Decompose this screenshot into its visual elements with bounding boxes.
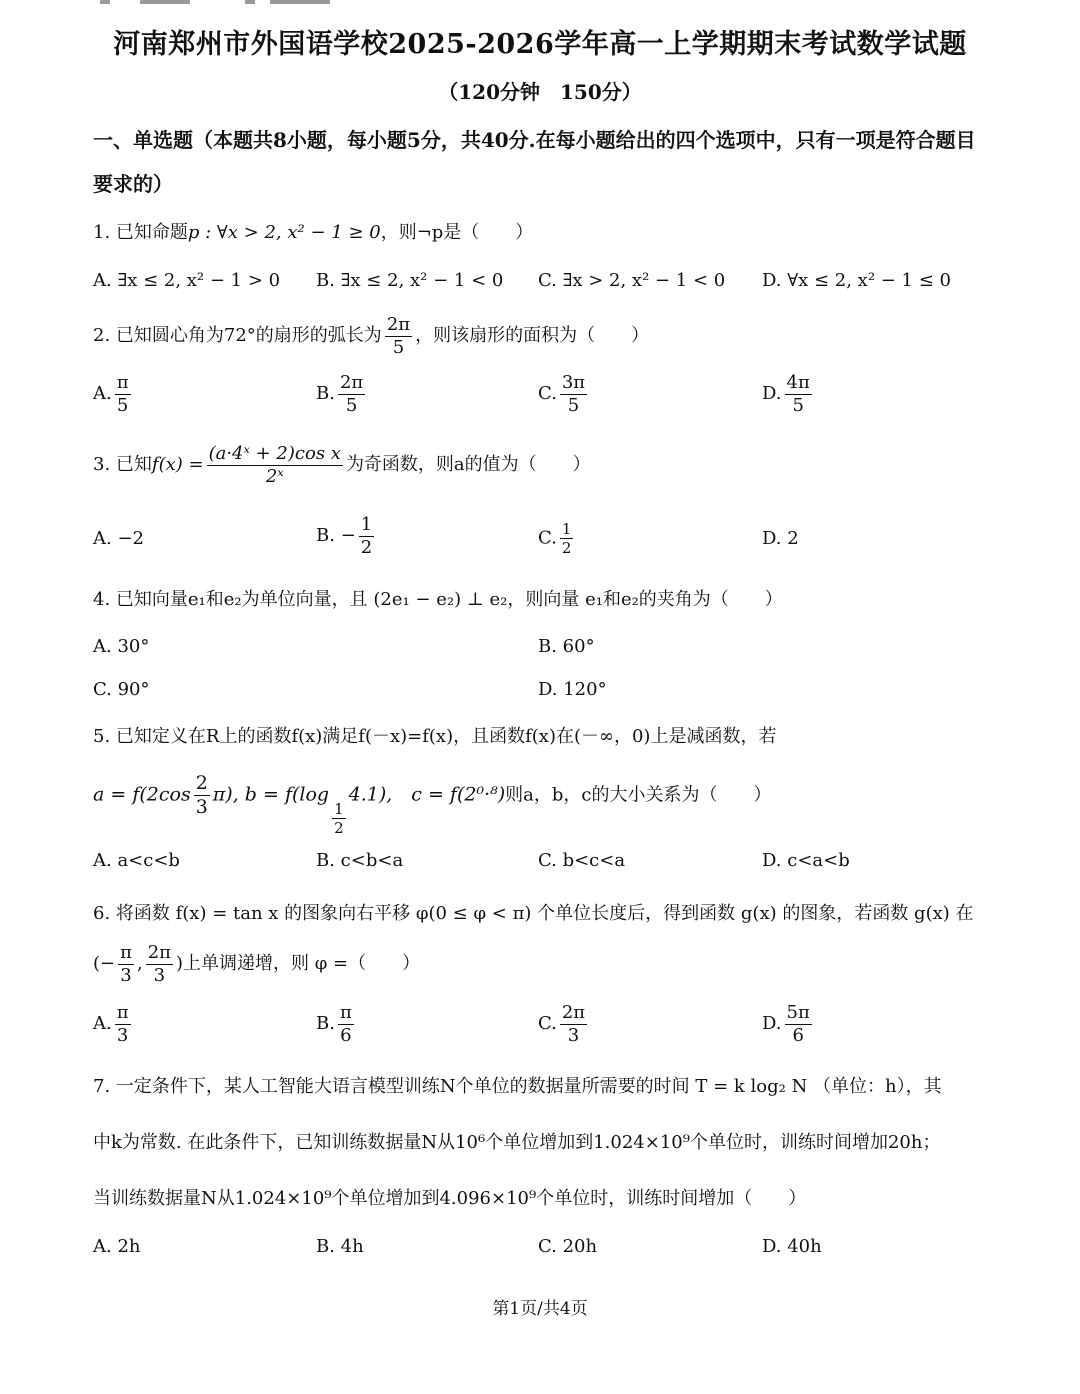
- question-2-stem: 2. 已知圆心角为72°的扇形的弧长为 $\frac{2\pi}{5}$ ，则该扇形的面积为（ ）: [93, 314, 650, 358]
- question-6-stem-line-2: (− $\frac{\pi}{3}$ , $\frac{2\pi}{3}$ )上单调递增，则 φ =（ ）: [93, 942, 421, 986]
- question-5-option-b: B. c<b<a: [316, 850, 404, 871]
- question-3-option-c: C. $\frac{1}{2}$: [538, 520, 572, 557]
- page-title: 河南郑州市外国语学校2025-2026学年高一上学期期末考试数学试题: [113, 29, 967, 60]
- question-1-option-b: B. ∃x ≤ 2, x² − 1 < 0: [316, 270, 504, 291]
- question-4-stem: 4. 已知向量e₁和e₂为单位向量，且 (2e₁ − e₂) ⊥ e₂，则向量 e₁和e₂的夹角为（ ）: [93, 589, 783, 610]
- question-7-stem-line-3: 当训练数据量N从1.024×10⁹个单位增加到4.096×10⁹个单位时，训练时间增加（ ）: [93, 1188, 807, 1209]
- question-3-option-b: B. − $\frac{1}{2}$: [316, 514, 373, 558]
- question-7-option-c: C. 20h: [538, 1236, 598, 1257]
- question-7-stem-line-1: 7. 一定条件下，某人工智能大语言模型训练N个单位的数据量所需要的时间 T = k log₂ N （单位：h），其: [93, 1076, 942, 1097]
- page-number: 第1页/共4页: [492, 1299, 588, 1319]
- question-2-option-b: B. $\frac{2\pi}{5}$: [316, 372, 364, 416]
- question-3-option-a: A. −2: [93, 528, 145, 549]
- question-3-option-d: D. 2: [762, 528, 799, 549]
- question-2-option-c: C. $\frac{3\pi}{5}$: [538, 372, 586, 416]
- question-2-option-a: A. $\frac{\pi}{5}$: [93, 372, 129, 416]
- exam-duration-score: （120分钟 150分）: [438, 80, 642, 104]
- question-6-stem-line-1: 6. 将函数 f(x) = tan x 的图象向右平移 φ(0 ≤ φ < π) 个单位长度后，得到函数 g(x) 的图象，若函数 g(x) 在: [93, 903, 974, 924]
- question-1-option-a: A. ∃x ≤ 2, x² − 1 > 0: [93, 270, 281, 291]
- header-scan-mark: [100, 0, 340, 6]
- question-1-option-c: C. ∃x > 2, x² − 1 < 0: [538, 270, 726, 291]
- question-3-stem: 3. 已知f(x) = $\frac{\text{(a·4ˣ + 2)cos x}}{\text{2ˣ}}$ 为奇函数，则a的值为（ ）: [93, 443, 591, 487]
- question-4-option-a: A. 30°: [93, 636, 150, 657]
- question-1-option-d: D. ∀x ≤ 2, x² − 1 ≤ 0: [762, 270, 951, 291]
- question-1-stem: 1. 已知命题p : ∀x > 2, x² − 1 ≥ 0，则¬p是（ ）: [93, 222, 534, 243]
- question-4-option-b: B. 60°: [538, 636, 595, 657]
- question-7-option-a: A. 2h: [93, 1236, 141, 1257]
- question-6-option-d: D. $\frac{5\pi}{6}$: [762, 1002, 810, 1046]
- question-7-option-b: B. 4h: [316, 1236, 364, 1257]
- question-5-stem-line-2: a = f(2cos $\frac{2}{3}$ π), b = f(log $\frac{1}{2}$ 4.1), c = f(2⁰·⁸)则a，b，c的大小关系为（ ）: [93, 772, 772, 838]
- question-7-option-d: D. 40h: [762, 1236, 822, 1257]
- question-4-option-d: D. 120°: [538, 679, 607, 700]
- question-6-option-b: B. $\frac{\pi}{6}$: [316, 1002, 352, 1046]
- question-7-stem-line-2: 中k为常数. 在此条件下，已知训练数据量N从10⁶个单位增加到1.024×10⁹个单位时，训练时间增加20h；: [93, 1132, 941, 1153]
- question-6-option-c: C. $\frac{2\pi}{3}$: [538, 1002, 586, 1046]
- question-5-option-c: C. b<c<a: [538, 850, 626, 871]
- question-2-option-d: D. $\frac{4\pi}{5}$: [762, 372, 810, 416]
- section-heading: 一、单选题（本题共8小题，每小题5分，共40分.在每小题给出的四个选项中，只有一项是符合题目要求的）: [93, 128, 976, 196]
- question-4-option-c: C. 90°: [93, 679, 150, 700]
- question-5-option-a: A. a<c<b: [93, 850, 180, 871]
- question-5-option-d: D. c<a<b: [762, 850, 850, 871]
- question-5-stem-line-1: 5. 已知定义在R上的函数f(x)满足f(－x)=f(x)，且函数f(x)在(－∞，0)上是减函数，若: [93, 726, 777, 747]
- question-6-option-a: A. $\frac{\pi}{3}$: [93, 1002, 129, 1046]
